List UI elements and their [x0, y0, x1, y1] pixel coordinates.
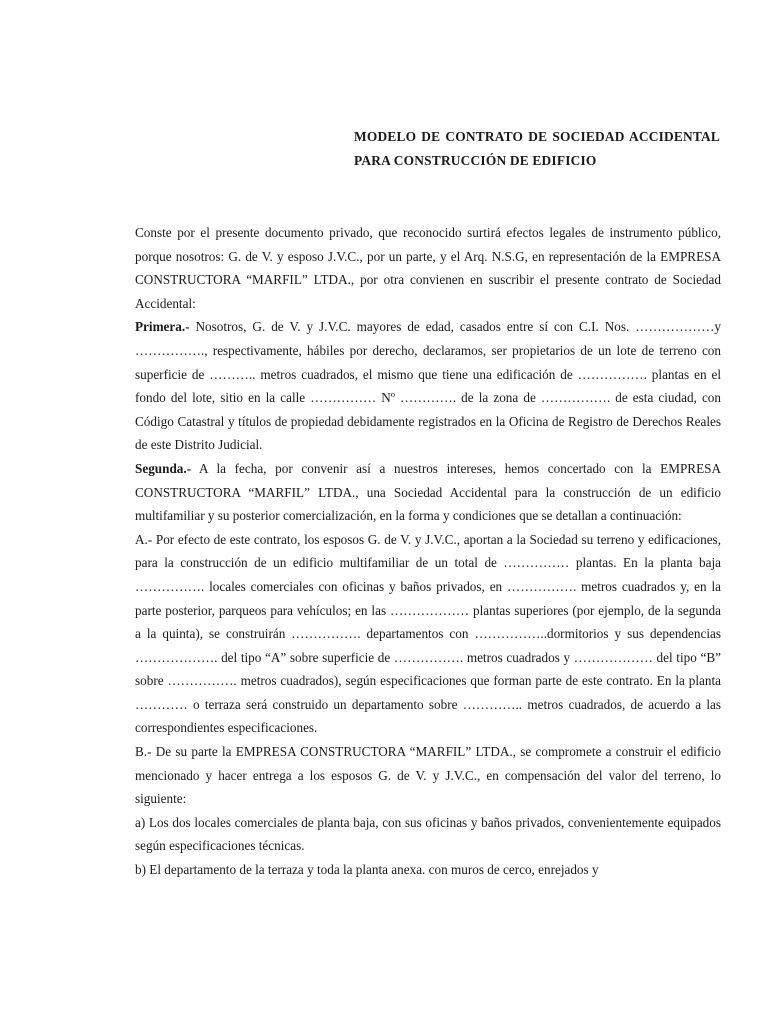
clause-segunda-text: A la fecha, por convenir así a nuestros intereses, hemos concertado con la EMPRESA CONSTRUCTORA “MARFIL” LTDA., una Sociedad Accidental para la construcción de un edificio multifamiliar y su posterior comercialización, en la forma y condiciones que se detallan a continuación:	[135, 460, 721, 524]
clause-primera-text: Nosotros, G. de V. y J.V.C. mayores de edad, casados entre sí con C.I. Nos. ………………y ……………., respectivamente, hábiles por derecho, declaramos, ser propietarios de un lote de terreno con superficie de ……….. metros cuadrados, el mismo que tiene una edificación de ……………. plantas en el fondo del lote, sitio en la calle …………… Nº …………. de la zona de ……………. de esta ciudad, con Código Catastral y títulos de propiedad debidamente registrados en la Oficina de Registro de Derechos Reales de este Distrito Judicial.	[135, 319, 721, 453]
document-title: MODELO DE CONTRATO DE SOCIEDAD ACCIDENTAL PARA CONSTRUCCIÓN DE EDIFICIO	[354, 129, 720, 168]
clause-segunda-label: Segunda.-	[135, 460, 192, 476]
clause-b-paragraph: B.- De su parte la EMPRESA CONSTRUCTORA “MARFIL” LTDA., se compromete a construir el edificio mencionado y hacer entrega a los esposos G. de V. y J.V.C., en compensación del valor del terreno, lo siguiente:	[135, 744, 721, 807]
document-body	[135, 221, 721, 882]
item-b-paragraph: b) El departamento de la terraza y toda la planta anexa. con muros de cerco, enrejados y	[135, 862, 599, 878]
clause-primera	[135, 315, 721, 457]
item-a-paragraph: a) Los dos locales comerciales de planta baja, con sus oficinas y baños privados, convenientemente equipados según especificaciones técnicas.	[135, 814, 721, 854]
clause-primera-label: Primera.-	[135, 319, 190, 335]
intro-paragraph: Conste por el presente documento privado, que reconocido surtirá efectos legales de instrumento público, porque nosotros: G. de V. y esposo J.V.C., por un parte, y el Arq. N.S.G, en representación de la EMPRESA CONSTRUCTORA “MARFIL” LTDA., por otra convienen en suscribir el presente contrato de Sociedad Accidental:	[135, 225, 721, 311]
clause-a-paragraph: A.- Por efecto de este contrato, los esposos G. de V. y J.V.C., aportan a la Sociedad su terreno y edificaciones, para la construcción de un edificio multifamiliar de un total de …………… plantas. En la planta baja ……………. locales comerciales con oficinas y baños privados, en ……………. metros cuadrados y, en la parte posterior, parqueos para vehículos; en las ……………… plantas superiores (por ejemplo, de la segunda a la quinta), se construirán ……………. departamentos con ……………..dormitorios y sus dependencias ………………. del tipo “A” sobre superficie de ……………. metros cuadrados y ……………… del tipo “B” sobre ……………. metros cuadrados), según especificaciones que forman parte de este contrato. En la planta ………… o terraza será construido un departamento sobre ………….. metros cuadrados, de acuerdo a las correspondientes especificaciones.	[135, 531, 721, 736]
clause-segunda	[135, 457, 721, 528]
